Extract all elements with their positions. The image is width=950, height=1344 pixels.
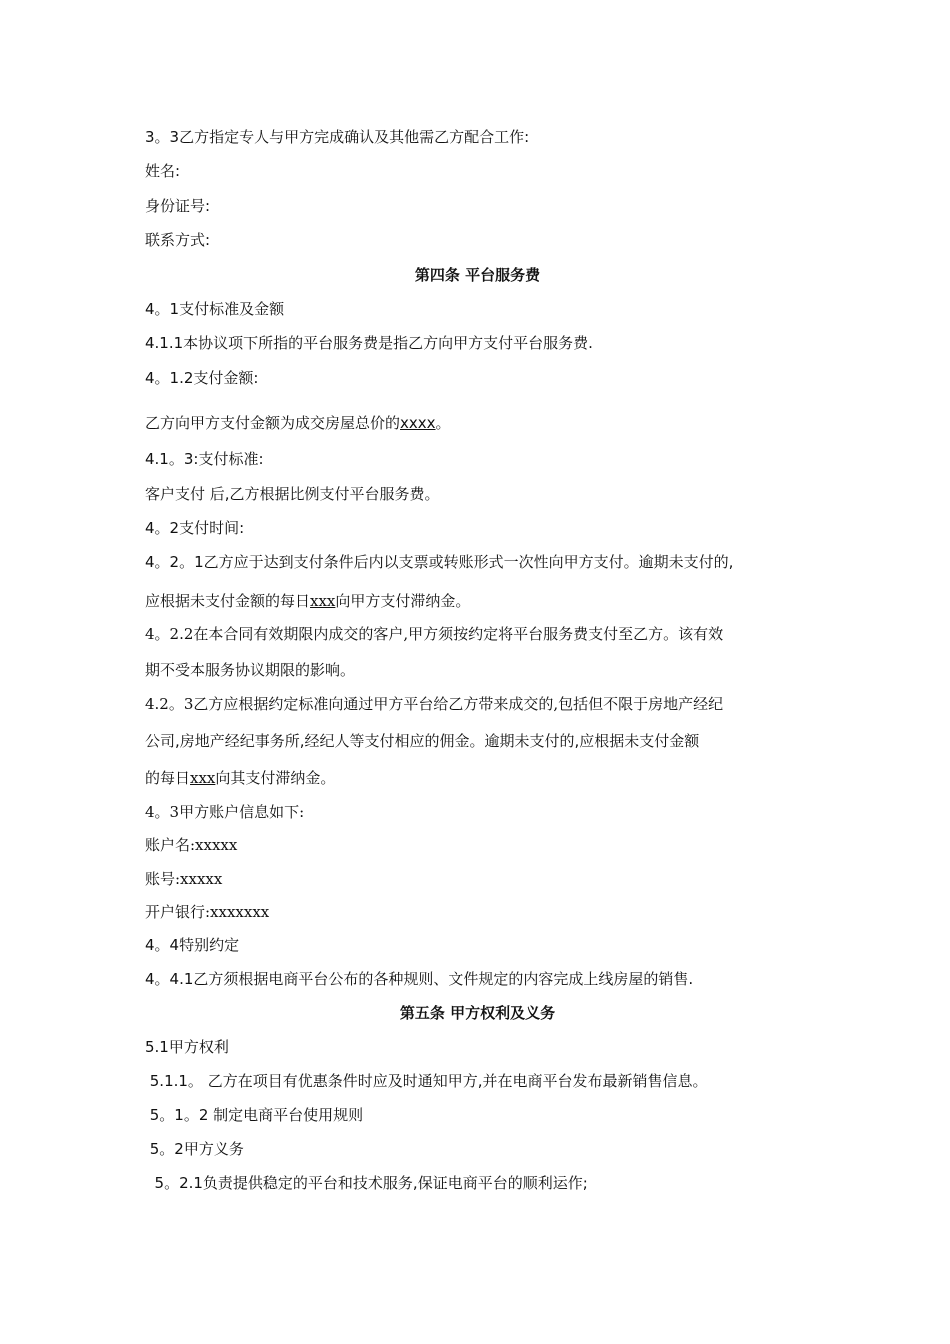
id-number-label: 身份证号: — [145, 197, 211, 215]
bank-name: 开户银行:xxxxxxx — [145, 903, 270, 921]
clause-4-1-1: 4.1.1本协议项下所指的平台服务费是指乙方向甲方支付平台服务费. — [145, 334, 593, 352]
payment-amount-suffix: 。 — [435, 414, 451, 432]
article-4-heading: 第四条 平台服务费 — [414, 266, 541, 284]
clause-5-1-2: 5。1。2 制定电商平台使用规则 — [145, 1106, 364, 1124]
clause-5-2-1: 5。2.1负责提供稳定的平台和技术服务,保证电商平台的顺利运作; — [145, 1174, 588, 1192]
account-name: 账户名:xxxxx — [145, 836, 238, 854]
clause-4-2-1: 4。2。1乙方应于达到支付条件后内以支票或转账形式一次性向甲方支付。逾期未支付的, — [145, 553, 734, 571]
clause-4-2-3-cont: 公司,房地产经纪事务所,经纪人等支付相应的佣金。逾期未支付的,应根据未支付金额 — [145, 732, 700, 750]
payment-standard-text: 客户支付 后,乙方根据比例支付平台服务费。 — [145, 485, 440, 503]
name-field-label: 姓名: — [145, 162, 181, 180]
clause-4-4-1: 4。4.1乙方须根据电商平台公布的各种规则、文件规定的内容完成上线房屋的销售. — [145, 970, 694, 988]
clause-4-1: 4。1支付标准及金额 — [145, 300, 285, 318]
late-fee-blank-2: xxx — [190, 769, 216, 787]
payment-amount-blank: xxxx — [400, 414, 436, 432]
payment-amount-prefix: 乙方向甲方支付金额为成交房屋总价的 — [145, 414, 401, 432]
clause-4-2-3: 4.2。3乙方应根据约定标准向通过甲方平台给乙方带来成交的,包括但不限于房地产经纪 — [145, 695, 724, 713]
late-fee-line-1 — [145, 591, 810, 611]
contact-label: 联系方式: — [145, 231, 211, 249]
clause-4-2-2: 4。2.2在本合同有效期限内成交的客户,甲方须按约定将平台服务费支付至乙方。该有效 — [145, 625, 724, 643]
clause-4-3: 4。3甲方账户信息如下: — [145, 803, 305, 821]
clause-3-3: 3。3乙方指定专人与甲方完成确认及其他需乙方配合工作: — [145, 128, 530, 146]
article-5-heading: 第五条 甲方权利及义务 — [399, 1004, 556, 1022]
clause-5-1-1: 5.1.1。 乙方在项目有优惠条件时应及时通知甲方,并在电商平台发布最新销售信息。 — [145, 1072, 708, 1090]
late-fee-prefix-2: 的每日 — [145, 769, 191, 787]
clause-4-4: 4。4特别约定 — [145, 936, 240, 954]
clause-5-2: 5。2甲方义务 — [145, 1140, 244, 1158]
clause-4-1-3: 4.1。3:支付标准: — [145, 450, 264, 468]
payment-amount-text — [145, 413, 810, 433]
late-fee-suffix-2: 向其支付滞纳金。 — [215, 769, 336, 787]
late-fee-blank-1: xxx — [310, 592, 336, 610]
late-fee-line-2 — [145, 768, 810, 788]
clause-4-2: 4。2支付时间: — [145, 519, 245, 537]
clause-4-2-2-cont: 期不受本服务协议期限的影响。 — [145, 661, 356, 679]
account-number: 账号:xxxxx — [145, 870, 223, 888]
clause-5-1: 5.1甲方权利 — [145, 1038, 229, 1056]
late-fee-prefix-1: 应根据未支付金额的每日 — [145, 592, 311, 610]
clause-4-1-2: 4。1.2支付金额: — [145, 369, 259, 387]
late-fee-suffix-1: 向甲方支付滞纳金。 — [335, 592, 471, 610]
